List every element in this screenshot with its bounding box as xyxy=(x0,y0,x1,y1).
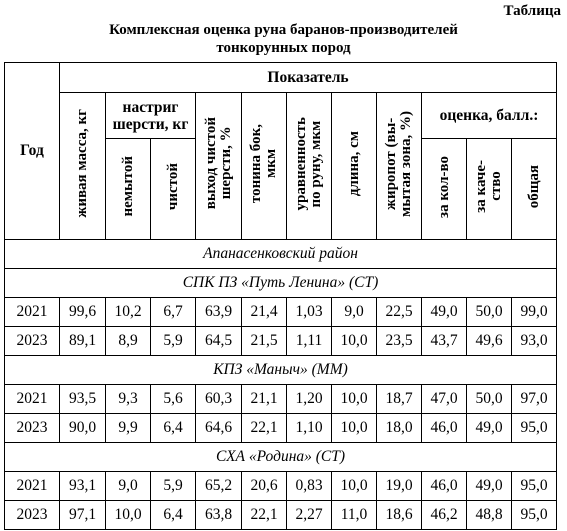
value-cell: 1,03 xyxy=(287,298,332,327)
farm-name-row: КПЗ «Маныч» (ММ) xyxy=(5,356,557,385)
value-cell: 93,0 xyxy=(512,327,557,356)
header-live-weight: живая масса, кг xyxy=(60,93,106,240)
value-cell: 9,9 xyxy=(106,414,151,443)
value-cell: 97,0 xyxy=(512,385,557,414)
table-row xyxy=(5,385,557,414)
year-cell: 2021 xyxy=(5,298,60,327)
value-cell: 47,0 xyxy=(422,385,467,414)
table-row xyxy=(5,414,557,443)
value-cell: 49,6 xyxy=(467,327,512,356)
value-cell: 95,0 xyxy=(512,472,557,501)
value-cell: 93,1 xyxy=(60,472,106,501)
value-cell: 10,0 xyxy=(332,414,377,443)
value-cell: 2,27 xyxy=(287,501,332,530)
value-cell: 95,0 xyxy=(512,414,557,443)
wool-assessment-table xyxy=(4,62,557,530)
value-cell: 10,0 xyxy=(332,327,377,356)
value-cell: 46,0 xyxy=(422,414,467,443)
value-cell: 43,7 xyxy=(422,327,467,356)
table-title-line-2: тонкорунных пород xyxy=(216,40,351,56)
value-cell: 60,3 xyxy=(196,385,242,414)
value-cell: 22,5 xyxy=(377,298,422,327)
value-cell: 46,0 xyxy=(422,472,467,501)
value-cell: 6,7 xyxy=(151,298,196,327)
value-cell: 22,1 xyxy=(242,501,287,530)
value-cell: 1,10 xyxy=(287,414,332,443)
value-cell: 49,0 xyxy=(467,414,512,443)
value-cell: 48,8 xyxy=(467,501,512,530)
header-clean-yield: выход чистой шерсти, % xyxy=(196,93,242,240)
year-cell: 2021 xyxy=(5,472,60,501)
header-year: Год xyxy=(5,63,60,240)
value-cell: 5,9 xyxy=(151,472,196,501)
table-caption-label: Таблица xyxy=(503,3,561,19)
header-length: длина, см xyxy=(332,93,377,240)
value-cell: 6,4 xyxy=(151,501,196,530)
value-cell: 9,0 xyxy=(332,298,377,327)
value-cell: 99,0 xyxy=(512,298,557,327)
value-cell: 1,20 xyxy=(287,385,332,414)
header-fineness: тонина бок, мкм xyxy=(242,93,287,240)
value-cell: 65,2 xyxy=(196,472,242,501)
header-clean: чистой xyxy=(151,139,196,240)
value-cell: 19,0 xyxy=(377,472,422,501)
header-grease: жиропот (вы- мытая зона, %) xyxy=(377,93,422,240)
header-total: общая xyxy=(512,139,557,240)
value-cell: 8,9 xyxy=(106,327,151,356)
value-cell: 21,1 xyxy=(242,385,287,414)
header-by-quantity: за кол-во xyxy=(422,139,467,240)
value-cell: 89,1 xyxy=(60,327,106,356)
value-cell: 9,0 xyxy=(106,472,151,501)
value-cell: 18,0 xyxy=(377,414,422,443)
header-unwashed: немытой xyxy=(106,139,151,240)
year-cell: 2021 xyxy=(5,385,60,414)
value-cell: 22,1 xyxy=(242,414,287,443)
value-cell: 63,9 xyxy=(196,298,242,327)
value-cell: 5,6 xyxy=(151,385,196,414)
year-cell: 2023 xyxy=(5,414,60,443)
farm-name-row: СХА «Родина» (СТ) xyxy=(5,443,557,472)
value-cell: 0,83 xyxy=(287,472,332,501)
value-cell: 5,9 xyxy=(151,327,196,356)
year-cell: 2023 xyxy=(5,327,60,356)
table-title-line-1: Комплексная оценка руна баранов-производителей xyxy=(109,22,458,38)
table-row xyxy=(5,501,557,530)
header-shearing: настриг шерсти, кг xyxy=(106,93,196,139)
value-cell: 64,6 xyxy=(196,414,242,443)
value-cell: 95,0 xyxy=(512,501,557,530)
farm-name-row: СПК ПЗ «Путь Ленина» (СТ) xyxy=(5,269,557,298)
table-body xyxy=(5,240,557,530)
value-cell: 99,6 xyxy=(60,298,106,327)
value-cell: 93,5 xyxy=(60,385,106,414)
value-cell: 23,5 xyxy=(377,327,422,356)
value-cell: 50,0 xyxy=(467,298,512,327)
value-cell: 49,0 xyxy=(422,298,467,327)
value-cell: 64,5 xyxy=(196,327,242,356)
table-row xyxy=(5,472,557,501)
value-cell: 10,0 xyxy=(332,385,377,414)
year-cell: 2023 xyxy=(5,501,60,530)
value-cell: 20,6 xyxy=(242,472,287,501)
header-evenness: уравненность по руну, мкм xyxy=(287,93,332,240)
value-cell: 90,0 xyxy=(60,414,106,443)
value-cell: 6,4 xyxy=(151,414,196,443)
value-cell: 21,4 xyxy=(242,298,287,327)
table-row xyxy=(5,327,557,356)
header-by-quality: за каче- ство xyxy=(467,139,512,240)
value-cell: 9,3 xyxy=(106,385,151,414)
value-cell: 1,11 xyxy=(287,327,332,356)
value-cell: 18,7 xyxy=(377,385,422,414)
value-cell: 11,0 xyxy=(332,501,377,530)
region-row: Апанасенковский район xyxy=(5,240,557,269)
table-row xyxy=(5,298,557,327)
value-cell: 63,8 xyxy=(196,501,242,530)
value-cell: 97,1 xyxy=(60,501,106,530)
value-cell: 49,0 xyxy=(467,472,512,501)
value-cell: 10,0 xyxy=(106,501,151,530)
header-score: оценка, балл.: xyxy=(422,93,557,139)
header-indicator: Показатель xyxy=(60,63,557,93)
value-cell: 50,0 xyxy=(467,385,512,414)
value-cell: 18,6 xyxy=(377,501,422,530)
value-cell: 21,5 xyxy=(242,327,287,356)
value-cell: 46,2 xyxy=(422,501,467,530)
value-cell: 10,2 xyxy=(106,298,151,327)
value-cell: 10,0 xyxy=(332,472,377,501)
